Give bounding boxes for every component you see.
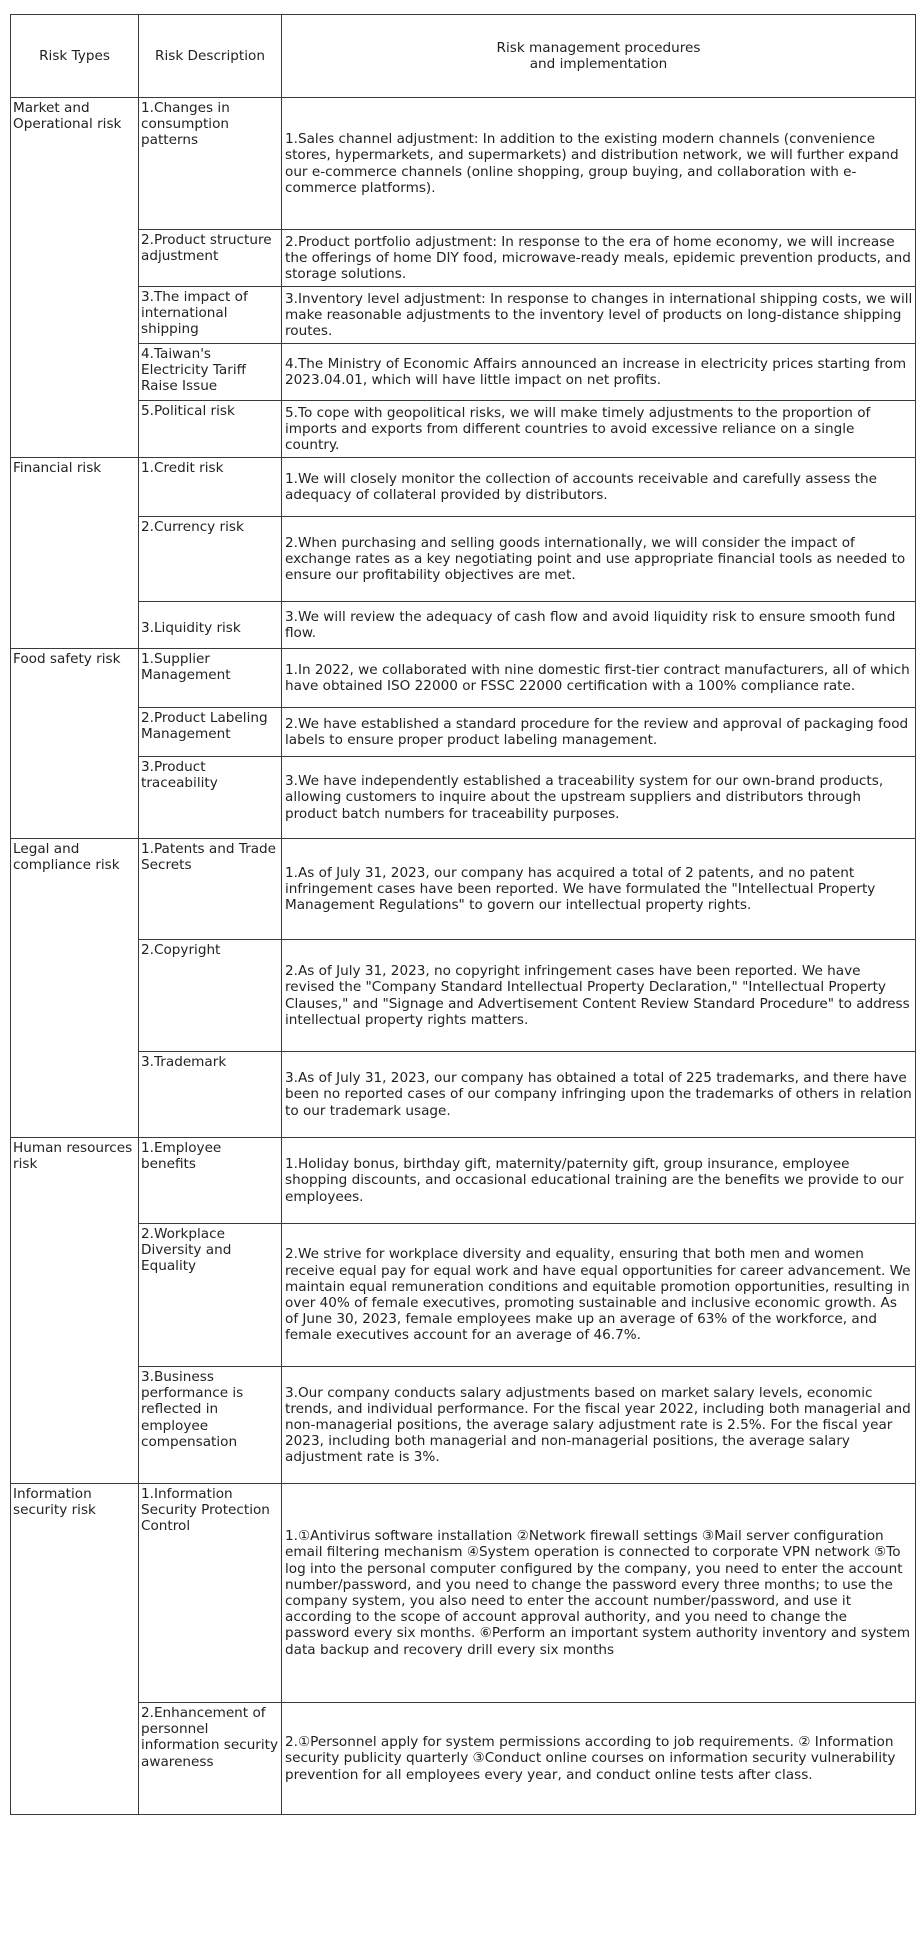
risk-management-table [10, 14, 916, 1815]
risk-description-cell: 2.Product structure adjustment [139, 230, 282, 287]
table-row [11, 1367, 916, 1484]
table-row [11, 287, 916, 344]
procedure-cell: 2.When purchasing and selling goods internationally, we will consider the impact of exchange rates as a key negotiating point and use appropriate financial tools as needed to ensure our profitability objectives are met. [282, 517, 916, 602]
risk-description-cell: 2.Copyright [139, 940, 282, 1052]
risk-type-cell: Legal and compliance risk [11, 839, 139, 1138]
risk-type-cell: Human resources risk [11, 1138, 139, 1484]
procedure-cell: 3.As of July 31, 2023, our company has obtained a total of 225 trademarks, and there have been no reported cases of our company infringing upon the trademarks of others in relation to our trademark usage. [282, 1052, 916, 1138]
procedure-cell: 3.Our company conducts salary adjustments based on market salary levels, economic trends, and individual performance. For the fiscal year 2022, including both managerial and non-managerial positions, the average salary adjustment rate is 2.5%. For the fiscal year 2023, including both managerial and non-managerial positions, the average salary adjustment rate is 3%. [282, 1367, 916, 1484]
risk-description-cell: 3.The impact of international shipping [139, 287, 282, 344]
procedure-cell: 2.We have established a standard procedure for the review and approval of packaging food labels to ensure proper product labeling management. [282, 708, 916, 757]
procedure-cell: 1.We will closely monitor the collection of accounts receivable and carefully assess the adequacy of collateral provided by distributors. [282, 458, 916, 517]
table-row [11, 649, 916, 708]
header-risk-types: Risk Types [11, 15, 139, 98]
procedure-cell: 5.To cope with geopolitical risks, we will make timely adjustments to the proportion of imports and exports from different countries to avoid excessive reliance on a single country. [282, 401, 916, 458]
table-row [11, 401, 916, 458]
table-row [11, 1138, 916, 1224]
risk-type-cell: Market and Operational risk [11, 98, 139, 458]
table-row [11, 940, 916, 1052]
procedure-cell: 1.Sales channel adjustment: In addition to the existing modern channels (convenience stores, hypermarkets, and supermarkets) and distribution network, we will further expand our e-commerce channels (online shopping, group buying, and collaboration with e-commerce platforms). [282, 98, 916, 230]
table-row [11, 344, 916, 401]
header-row [11, 15, 916, 98]
procedure-cell: 2.Product portfolio adjustment: In response to the era of home economy, we will increase the offerings of home DIY food, microwave-ready meals, epidemic prevention products, and storage solutions. [282, 230, 916, 287]
risk-description-cell: 1.Information Security Protection Control [139, 1484, 282, 1703]
risk-description-cell: 3.Product traceability [139, 757, 282, 839]
risk-description-cell: 1.Supplier Management [139, 649, 282, 708]
risk-description-cell: 2.Workplace Diversity and Equality [139, 1224, 282, 1367]
table-row [11, 602, 916, 649]
procedure-cell: 1.Holiday bonus, birthday gift, maternity/paternity gift, group insurance, employee shopping discounts, and occasional educational training are the benefits we provide to our employees. [282, 1138, 916, 1224]
procedure-cell: 1.In 2022, we collaborated with nine domestic first-tier contract manufacturers, all of which have obtained ISO 22000 or FSSC 22000 certification with a 100% compliance rate. [282, 649, 916, 708]
table-row [11, 708, 916, 757]
header-procedures: Risk management procedures and implementation [282, 15, 916, 98]
procedure-cell: 2.We strive for workplace diversity and equality, ensuring that both men and women receive equal pay for equal work and have equal opportunities for career advancement. We maintain equal remuneration conditions and equitable promotion opportunities, resulting in over 40% of female executives, promoting sustainable and inclusive economic growth. As of June 30, 2023, female employees make up an average of 63% of the workforce, and female executives account for an average of 46.7%. [282, 1224, 916, 1367]
procedure-cell: 4.The Ministry of Economic Affairs announced an increase in electricity prices starting from 2023.04.01, which will have little impact on net profits. [282, 344, 916, 401]
risk-description-cell: 3.Liquidity risk [139, 602, 282, 649]
table-row [11, 1224, 916, 1367]
risk-description-cell: 2.Product Labeling Management [139, 708, 282, 757]
procedure-cell: 1.①Antivirus software installation ②Network firewall settings ③Mail server configuration email filtering mechanism ④System operation is connected to corporate VPN network ⑤To log into the personal computer configured by the company, you need to enter the account number/password, and you need to change the password every three months; to use the company system, you also need to enter the account number/password, and use it according to the scope of account approval authority, and you need to change the password every six months. ⑥Perform an important system authority inventory and system data backup and recovery drill every six months [282, 1484, 916, 1703]
header-risk-description: Risk Description [139, 15, 282, 98]
risk-description-cell: 2.Currency risk [139, 517, 282, 602]
procedure-cell: 3.We have independently established a traceability system for our own-brand products, allowing customers to inquire about the upstream suppliers and distributors through product batch numbers for traceability purposes. [282, 757, 916, 839]
table-row [11, 839, 916, 940]
table-row [11, 1052, 916, 1138]
procedure-cell: 1.As of July 31, 2023, our company has acquired a total of 2 patents, and no patent infringement cases have been reported. We have formulated the "Intellectual Property Management Regulations" to govern our intellectual property rights. [282, 839, 916, 940]
risk-type-cell: Food safety risk [11, 649, 139, 839]
table-row [11, 757, 916, 839]
table-body [11, 98, 916, 1815]
table-header [11, 15, 916, 98]
table-row [11, 98, 916, 230]
risk-description-cell: 2.Enhancement of personnel information security awareness [139, 1703, 282, 1815]
table-row [11, 230, 916, 287]
table-row [11, 1703, 916, 1815]
table-row [11, 458, 916, 517]
table-row [11, 517, 916, 602]
risk-description-cell: 1.Credit risk [139, 458, 282, 517]
risk-description-cell: 3.Business performance is reflected in employee compensation [139, 1367, 282, 1484]
risk-description-cell: 3.Trademark [139, 1052, 282, 1138]
procedure-cell: 2.As of July 31, 2023, no copyright infringement cases have been reported. We have revised the "Company Standard Intellectual Property Declaration," "Intellectual Property Clauses," and "Signage and Advertisement Content Review Standard Procedure" to address intellectual property rights matters. [282, 940, 916, 1052]
procedure-cell: 3.Inventory level adjustment: In response to changes in international shipping costs, we will make reasonable adjustments to the inventory level of products on long-distance shipping routes. [282, 287, 916, 344]
risk-description-cell: 5.Political risk [139, 401, 282, 458]
risk-description-cell: 1.Patents and Trade Secrets [139, 839, 282, 940]
risk-description-cell: 1.Employee benefits [139, 1138, 282, 1224]
risk-description-cell: 1.Changes in consumption patterns [139, 98, 282, 230]
risk-description-cell: 4.Taiwan's Electricity Tariff Raise Issue [139, 344, 282, 401]
risk-type-cell: Financial risk [11, 458, 139, 649]
procedure-cell: 2.①Personnel apply for system permissions according to job requirements. ② Information security publicity quarterly ③Conduct online courses on information security vulnerability prevention for all employees every year, and conduct online tests after class. [282, 1703, 916, 1815]
procedure-cell: 3.We will review the adequacy of cash flow and avoid liquidity risk to ensure smooth fund flow. [282, 602, 916, 649]
risk-type-cell: Information security risk [11, 1484, 139, 1815]
table-row [11, 1484, 916, 1703]
